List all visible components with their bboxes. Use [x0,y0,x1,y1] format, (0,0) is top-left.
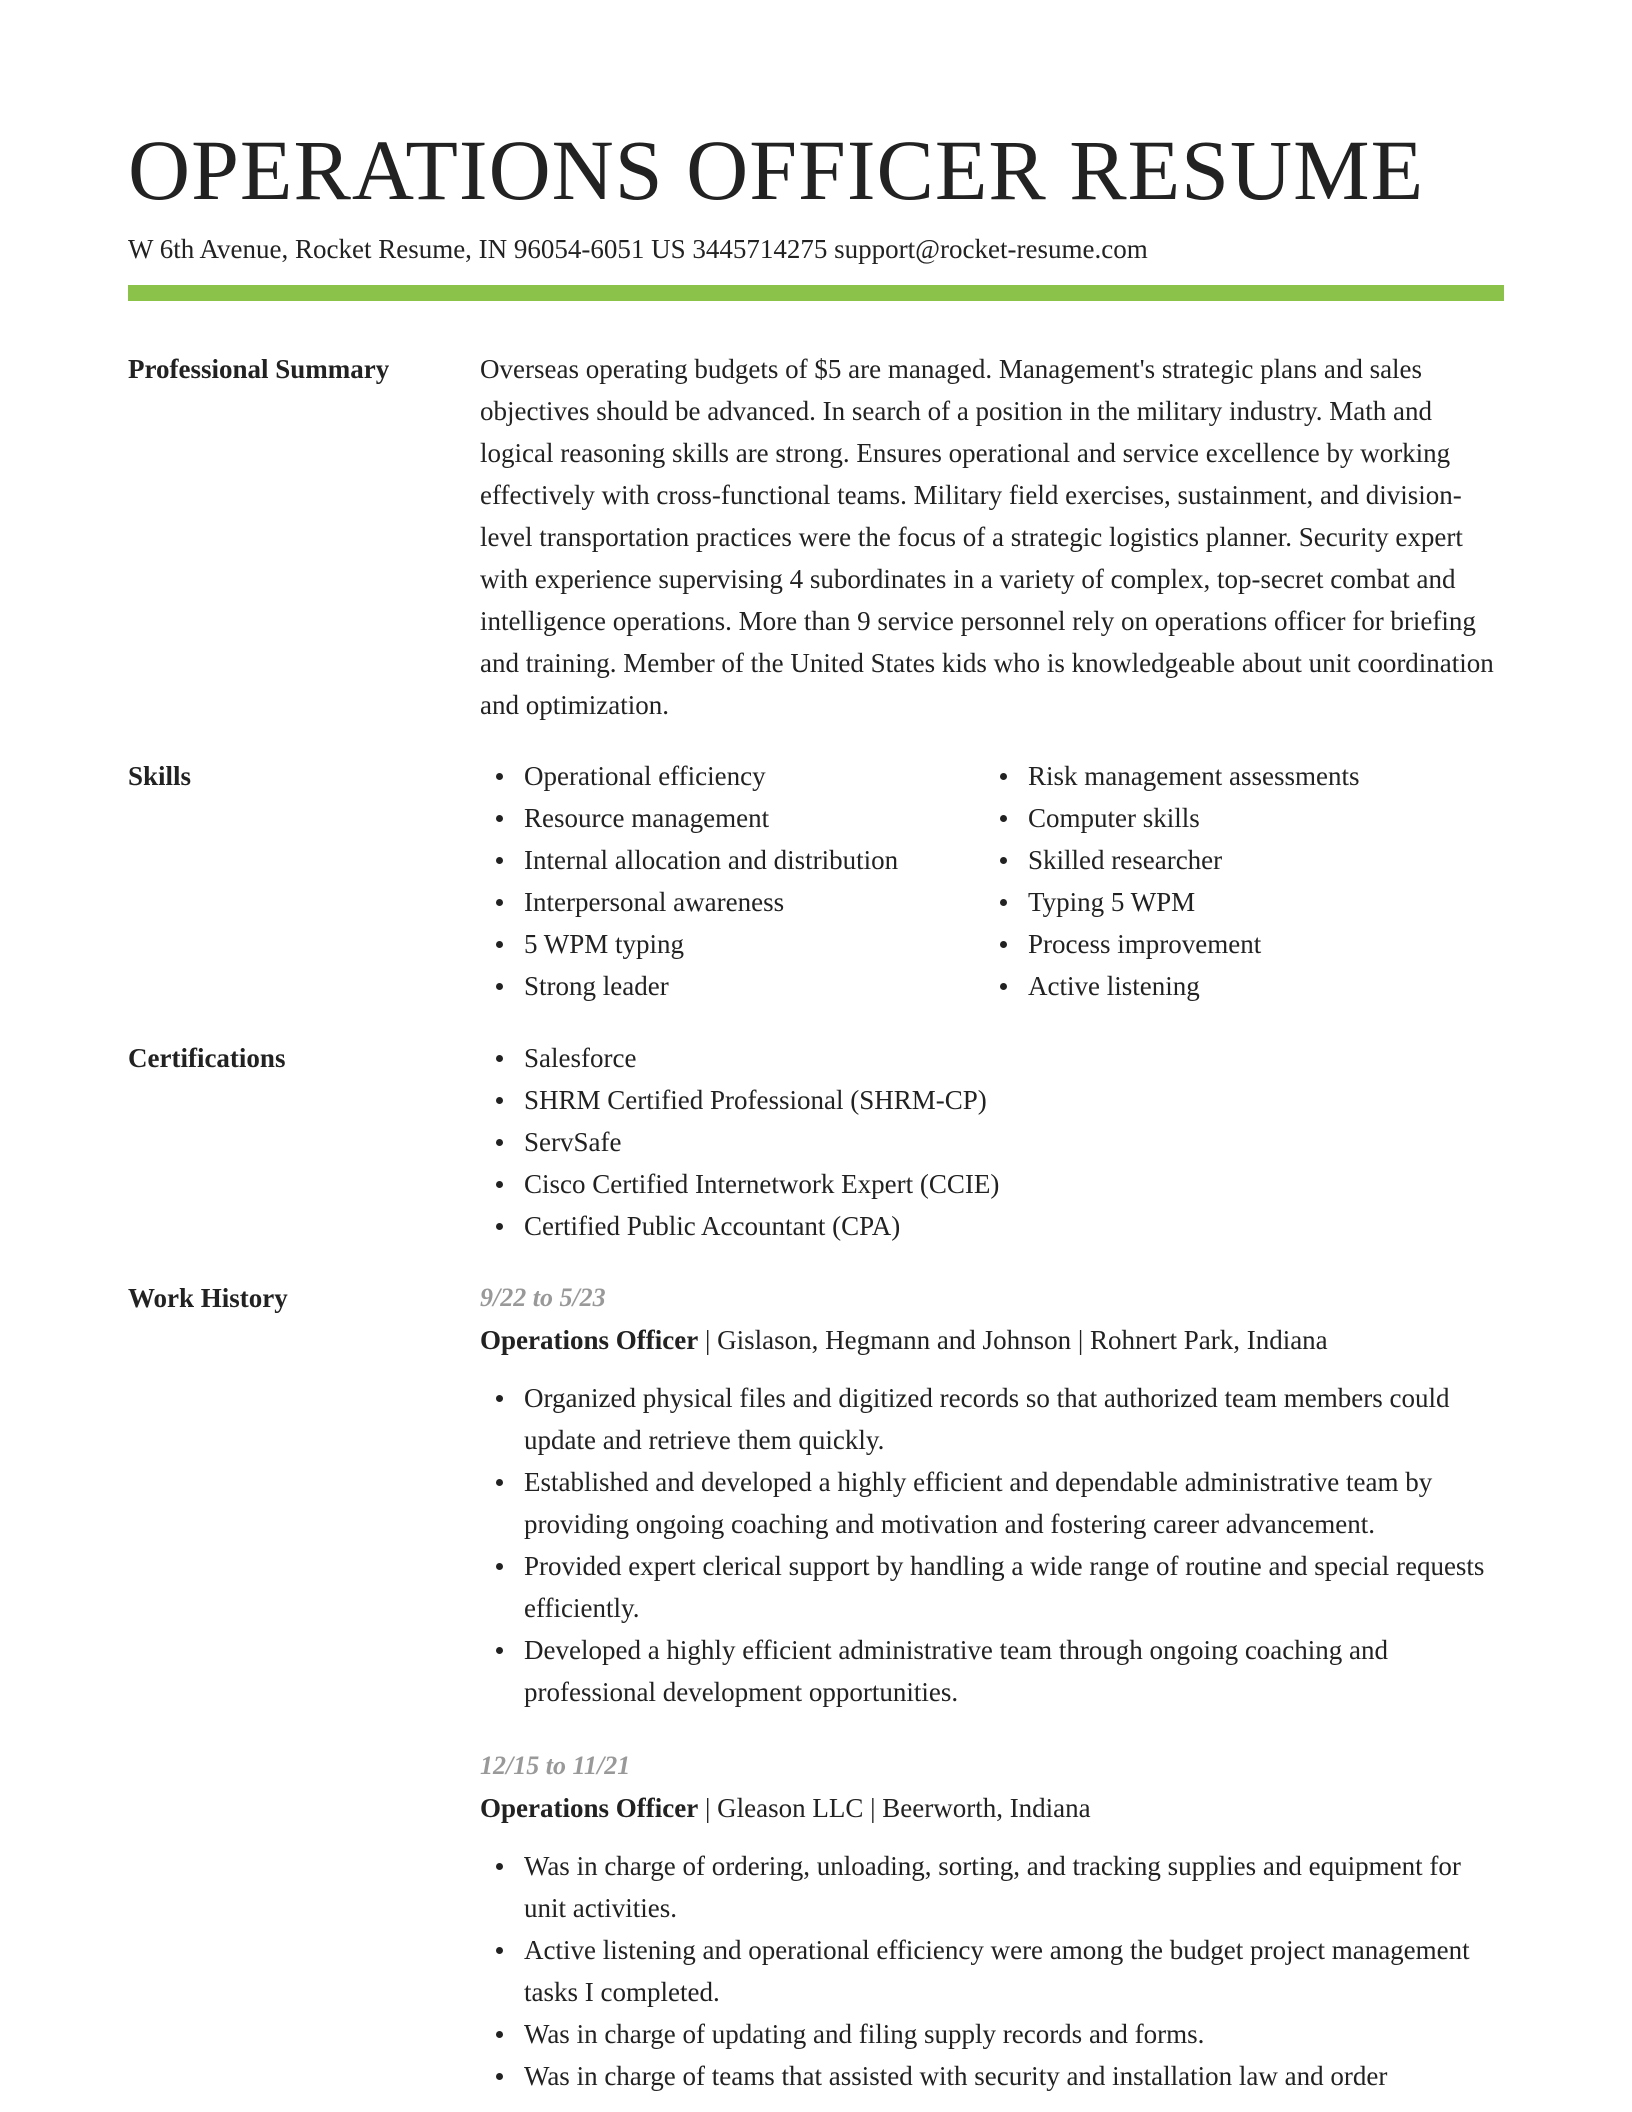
summary-heading: Professional Summary [128,354,390,384]
skill-item: Active listening [984,965,1488,1007]
contact-info: W 6th Avenue, Rocket Resume, IN 96054-6051 US 3445714275 support@rocket-resume.com [128,234,1148,264]
job-duty: Organized physical files and digitized records so that authorized team members could update and retrieve them quickly. [480,1377,1504,1461]
job-duty: Developed a highly efficient administrative team through ongoing coaching and professional development opportunities. [480,1629,1504,1713]
certification-item: Salesforce [480,1037,1504,1079]
job-dates: 9/22 to 5/23 [480,1283,606,1312]
job-heading [480,1319,1504,1361]
certification-item: Cisco Certified Internetwork Expert (CCIE) [480,1163,1504,1205]
certifications-heading: Certifications [128,1043,286,1073]
job-duties-list [480,1845,1504,2097]
skill-item: Computer skills [984,797,1488,839]
job-heading [480,1787,1504,1829]
accent-divider [128,285,1504,301]
skill-item: Interpersonal awareness [480,881,984,923]
skill-item: Typing 5 WPM [984,881,1488,923]
work-history-body [480,1277,1504,2097]
skills-list-left [480,755,984,1007]
skills-body [480,755,1504,1007]
job-duty: Was in charge of updating and filing supply records and forms. [480,2013,1504,2055]
job-title: Operations Officer [480,1325,699,1355]
job-title: Operations Officer [480,1793,699,1823]
skill-item: Internal allocation and distribution [480,839,984,881]
resume-title: OPERATIONS OFFICER RESUME [128,122,1425,218]
skill-item: Strong leader [480,965,984,1007]
job-employer-location: | Gislason, Hegmann and Johnson | Rohnert Park, Indiana [698,1325,1328,1355]
skill-item: Process improvement [984,923,1488,965]
certifications-body [480,1037,1504,1247]
job-duty: Was in charge of ordering, unloading, sorting, and tracking supplies and equipment for unit activities. [480,1845,1504,1929]
job-duty: Active listening and operational efficiency were among the budget project management tasks I completed. [480,1929,1504,2013]
skill-item: 5 WPM typing [480,923,984,965]
skills-heading: Skills [128,761,192,791]
job-employer-location: | Gleason LLC | Beerworth, Indiana [698,1793,1091,1823]
job-duty: Established and developed a highly efficient and dependable administrative team by providing ongoing coaching and motivation and fostering career advancement. [480,1461,1504,1545]
work-history-heading: Work History [128,1283,288,1313]
certification-item: Certified Public Accountant (CPA) [480,1205,1504,1247]
certifications-list [480,1037,1504,1247]
skill-item: Operational efficiency [480,755,984,797]
job-duty: Provided expert clerical support by handling a wide range of routine and special requests efficiently. [480,1545,1504,1629]
skill-item: Skilled researcher [984,839,1488,881]
summary-text: Overseas operating budgets of $5 are managed. Management's strategic plans and sales objectives should be advanced. In search of a position in the military industry. Math and logical reasoning skills are strong. Ensures operational and service excellence by working effectively with cross-functional teams. Military field exercises, sustainment, and division-level transportation practices were the focus of a strategic logistics planner. Security expert with experience supervising 4 subordinates in a variety of complex, top-secret combat and intelligence operations. More than 9 service personnel rely on operations officer for briefing and training. Member of the United States kids who is knowledgeable about unit coordination and optimization. [480,354,1494,720]
job-entry [480,1745,1504,2097]
skill-item: Resource management [480,797,984,839]
job-entry [480,1277,1504,1713]
skill-item: Risk management assessments [984,755,1488,797]
job-dates: 12/15 to 11/21 [480,1751,631,1780]
job-duties-list [480,1377,1504,1713]
certification-item: SHRM Certified Professional (SHRM-CP) [480,1079,1504,1121]
job-duty: Was in charge of teams that assisted with security and installation law and order [480,2055,1504,2097]
skills-list-right [984,755,1488,1007]
certification-item: ServSafe [480,1121,1504,1163]
